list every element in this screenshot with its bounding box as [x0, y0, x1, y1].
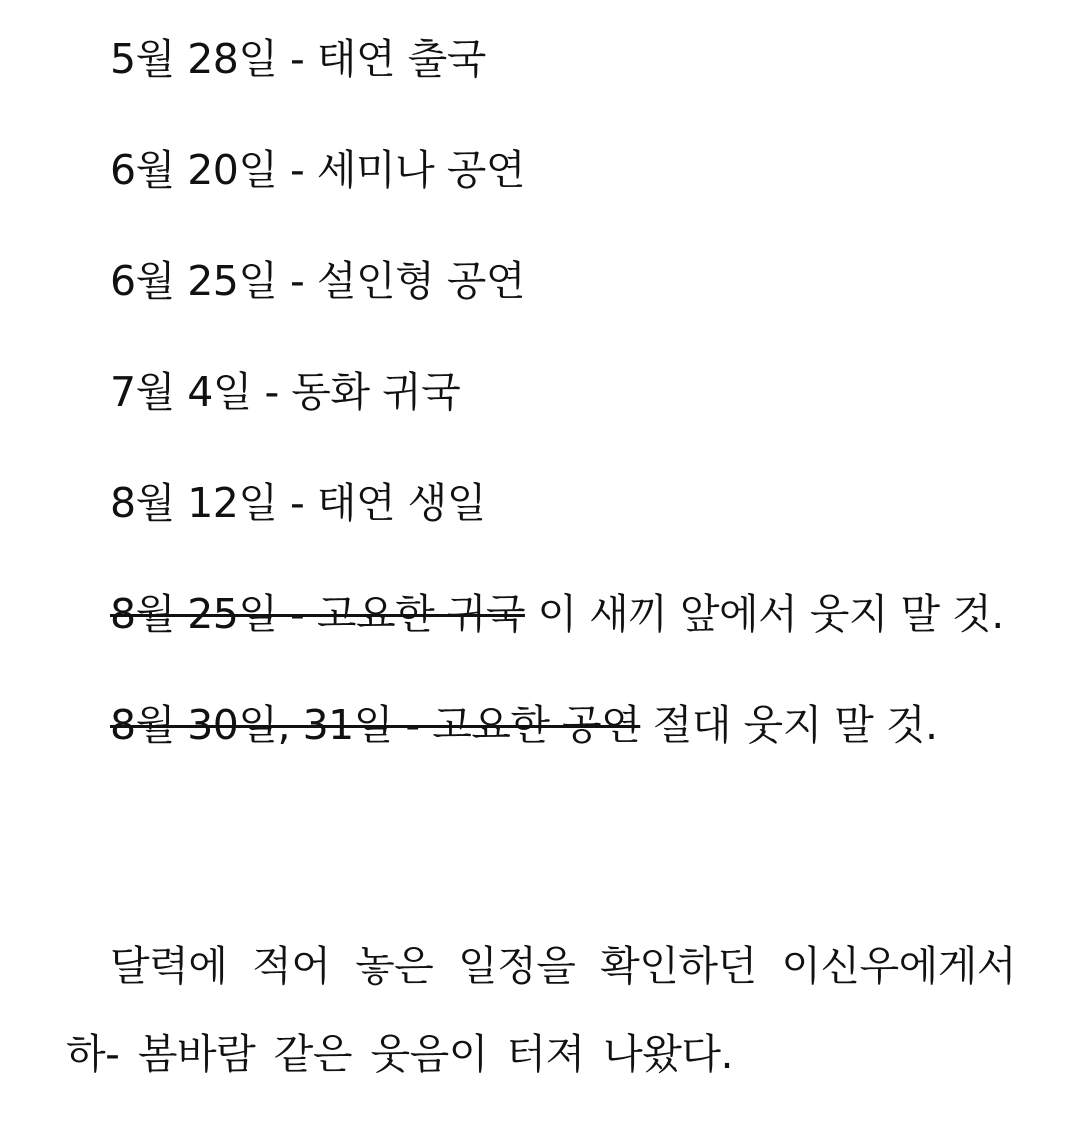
schedule-note: 이 새끼 앞에서 웃지 말 것. — [524, 590, 1004, 638]
struck-schedule-text: 8월 25일 - 고요한 귀국 — [110, 590, 525, 638]
schedule-item-text: 8월 12일 - 태연 생일 — [110, 479, 486, 527]
schedule-item-crossed-out — [110, 696, 1004, 754]
schedule-item — [110, 141, 1004, 199]
schedule-item-text: 5월 28일 - 태연 출국 — [110, 35, 486, 83]
schedule-item-text: 6월 20일 - 세미나 공연 — [110, 146, 525, 194]
schedule-item — [110, 474, 1004, 532]
struck-schedule-text: 8월 30일, 31일 - 고요한 공연 — [110, 701, 641, 749]
schedule-list — [110, 30, 1004, 807]
schedule-item — [110, 30, 1004, 88]
schedule-item-crossed-out — [110, 585, 1004, 643]
schedule-item — [110, 252, 1004, 310]
schedule-note: 절대 웃지 말 것. — [640, 701, 938, 749]
schedule-item — [110, 363, 1004, 421]
schedule-item-text: 7월 4일 - 동화 귀국 — [110, 368, 461, 416]
schedule-item-text: 6월 25일 - 설인형 공연 — [110, 257, 525, 305]
body-paragraph: 달력에 적어 놓은 일정을 확인하던 이신우에게서 하- 봄바람 같은 웃음이 터져 나왔다. — [66, 942, 1016, 1078]
